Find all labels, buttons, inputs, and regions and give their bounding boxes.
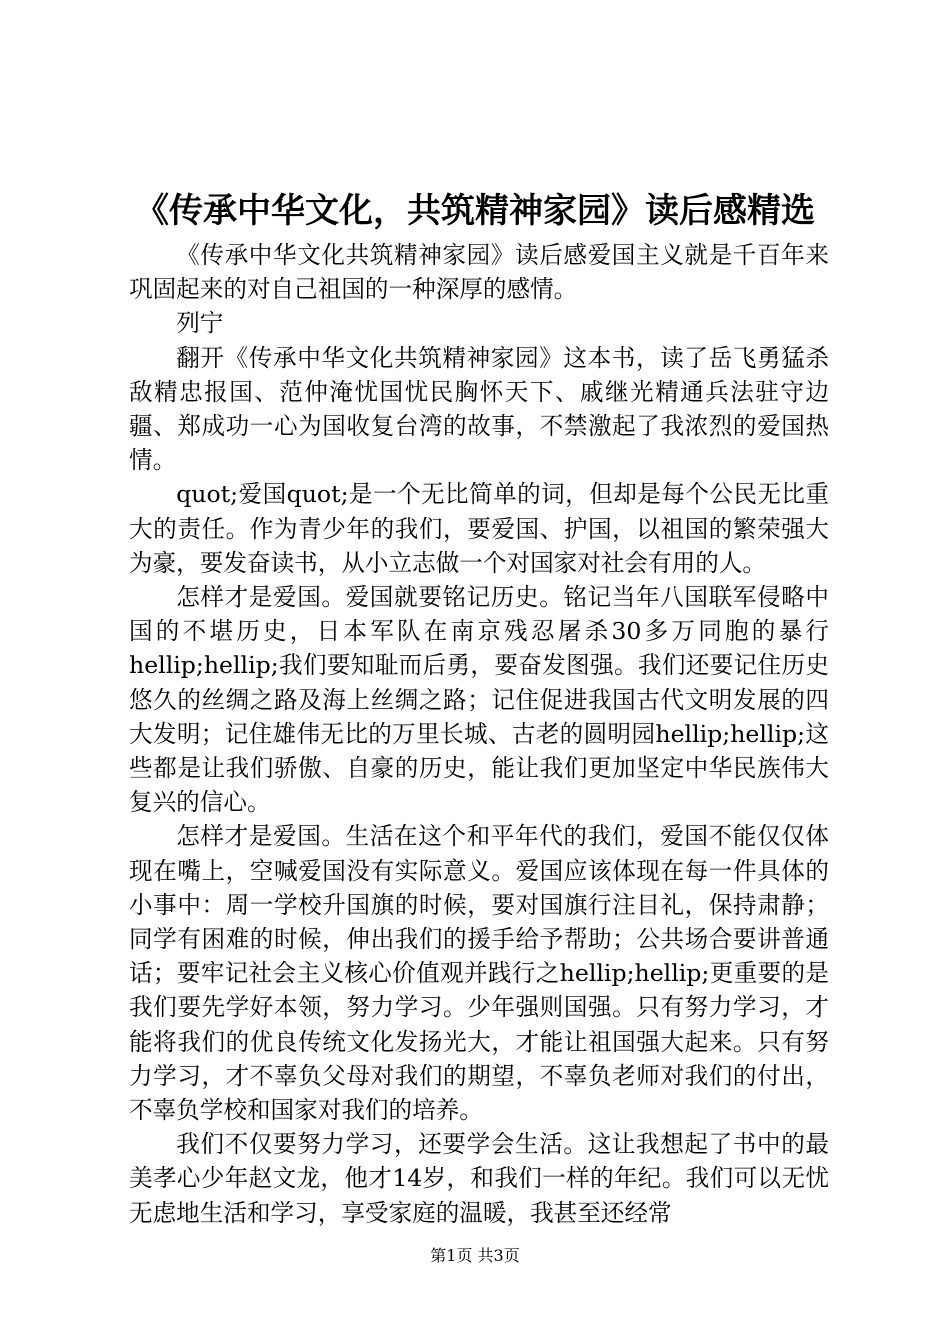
paragraph: 列宁: [176, 309, 224, 338]
paragraph: quot;爱国quot;是一个无比简单的词，但却是每个公民无比重大的责任。作为青少年的我们，要爱国、护国，以祖国的繁荣强大为豪，要发奋读书，从小立志做一个对国家对社会有用的人。: [129, 480, 829, 577]
page-number-footer: 第1页 共3页: [430, 1246, 520, 1265]
paragraph: 翻开《传承中华文化共筑精神家园》这本书，读了岳飞勇猛杀敌精忠报国、范仲淹忧国忧民胸怀天下、戚继光精通兵法驻守边疆、郑成功一心为国收复台湾的故事，不禁激起了我浓烈的爱国热情。: [129, 343, 829, 475]
document-body: [129, 238, 829, 1230]
document-title: 《传承中华文化，共筑精神家园》读后感精选: [135, 191, 815, 231]
paragraph: 我们不仅要努力学习，还要学会生活。这让我想起了书中的最美孝心少年赵文龙，他才14岁，和我们一样的年纪。我们可以无忧无虑地生活和学习，享受家庭的温暖，我甚至还经常: [129, 1130, 829, 1227]
paragraph: 怎样才是爱国。生活在这个和平年代的我们，爱国不能仅仅体现在嘴上，空喊爱国没有实际意义。爱国应该体现在每一件具体的小事中：周一学校升国旗的时候，要对国旗行注目礼，保持肃静；同学有困难的时候，伸出我们的援手给予帮助；公共场合要讲普通话；要牢记社会主义核心价值观并践行之hellip;hellip;更重要的是我们要先学好本领，努力学习。少年强则国强。只有努力学习，才能将我们的优良传统文化发扬光大，才能让祖国强大起来。只有努力学习，才不辜负父母对我们的期望，不辜负老师对我们的付出，不辜负学校和国家对我们的培养。: [129, 822, 829, 1125]
paragraph: 《传承中华文化共筑精神家园》读后感爱国主义就是千百年来巩固起来的对自己祖国的一种深厚的感情。: [129, 241, 829, 304]
paragraph: 怎样才是爱国。爱国就要铭记历史。铭记当年八国联军侵略中国的不堪历史，日本军队在南京残忍屠杀30多万同胞的暴行hellip;hellip;我们要知耻而后勇，要奋发图强。我们还要记住历史悠久的丝绸之路及海上丝绸之路；记住促进我国古代文明发展的四大发明；记住雄伟无比的万里长城、古老的圆明园hellip;hellip;这些都是让我们骄傲、自豪的历史，能让我们更加坚定中华民族伟大复兴的信心。: [129, 583, 829, 817]
